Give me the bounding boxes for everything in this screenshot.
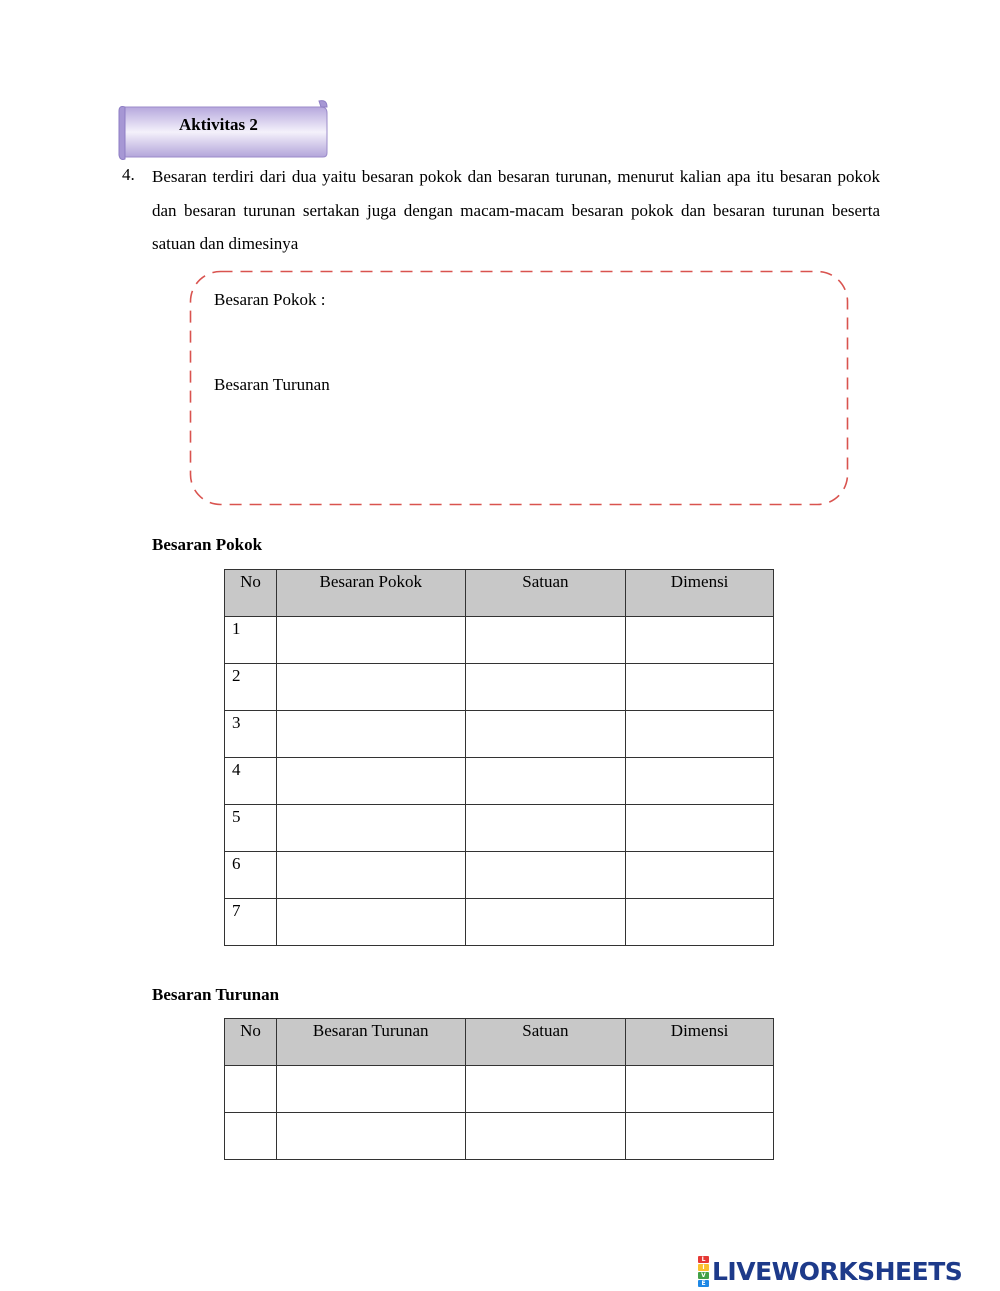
row-number: 4	[225, 758, 277, 805]
table-row	[225, 1066, 774, 1113]
table-row	[225, 805, 774, 852]
col-no: No	[225, 570, 277, 617]
cell-besaran[interactable]	[276, 711, 465, 758]
row-number: 3	[225, 711, 277, 758]
col-no: No	[225, 1019, 277, 1066]
row-number: 7	[225, 899, 277, 946]
col-satuan: Satuan	[465, 1019, 626, 1066]
cell-dimensi[interactable]	[626, 852, 774, 899]
question-text: Besaran terdiri dari dua yaitu besaran pokok dan besaran turunan, menurut kalian apa itu besaran pokok dan besaran turunan sertakan juga dengan macam-macam besaran pokok dan besaran turunan beserta satuan dan dimesinya	[152, 167, 880, 253]
logo-mark-icon	[698, 1256, 709, 1287]
cell-dimensi[interactable]	[626, 664, 774, 711]
logo-mark-l: L	[698, 1256, 709, 1263]
table-row	[225, 899, 774, 946]
heading-besaran-turunan: Besaran Turunan	[152, 985, 280, 1004]
row-number: 5	[225, 805, 277, 852]
logo-mark-e: E	[698, 1280, 709, 1287]
cell-satuan[interactable]	[465, 805, 626, 852]
cell-besaran[interactable]	[276, 805, 465, 852]
cell-dimensi[interactable]	[626, 899, 774, 946]
cell-dimensi[interactable]	[626, 617, 774, 664]
table-row	[225, 852, 774, 899]
answer-label-pokok: Besaran Pokok :	[214, 290, 326, 309]
table-header-row	[225, 570, 774, 617]
row-number: 1	[225, 617, 277, 664]
cell-satuan[interactable]	[465, 852, 626, 899]
cell-dimensi[interactable]	[626, 1066, 774, 1113]
row-number: 6	[225, 852, 277, 899]
table-row	[225, 711, 774, 758]
table-row	[225, 664, 774, 711]
col-besaran: Besaran Pokok	[276, 570, 465, 617]
table-row	[225, 617, 774, 664]
question-number: 4.	[122, 165, 135, 184]
table-row	[225, 758, 774, 805]
cell-besaran[interactable]	[276, 852, 465, 899]
cell-besaran[interactable]	[276, 899, 465, 946]
logo-mark-v: V	[698, 1272, 709, 1279]
row-number[interactable]	[225, 1066, 277, 1113]
cell-dimensi[interactable]	[626, 1113, 774, 1160]
logo-mark-i: I	[698, 1264, 709, 1271]
row-number: 2	[225, 664, 277, 711]
cell-besaran[interactable]	[276, 664, 465, 711]
answer-label-turunan: Besaran Turunan	[214, 375, 330, 394]
cell-satuan[interactable]	[465, 711, 626, 758]
cell-dimensi[interactable]	[626, 711, 774, 758]
activity-banner	[117, 99, 329, 163]
cell-satuan[interactable]	[465, 758, 626, 805]
cell-besaran[interactable]	[276, 758, 465, 805]
table-besaran-pokok	[224, 569, 774, 946]
cell-dimensi[interactable]	[626, 805, 774, 852]
col-besaran: Besaran Turunan	[276, 1019, 465, 1066]
row-number[interactable]	[225, 1113, 277, 1160]
logo-text: LIVEWORKSHEETS	[712, 1256, 963, 1286]
cell-satuan[interactable]	[465, 1113, 626, 1160]
cell-besaran[interactable]	[276, 1066, 465, 1113]
cell-dimensi[interactable]	[626, 758, 774, 805]
cell-besaran[interactable]	[276, 1113, 465, 1160]
cell-satuan[interactable]	[465, 1066, 626, 1113]
cell-satuan[interactable]	[465, 899, 626, 946]
table-row	[225, 1113, 774, 1160]
col-dimensi: Dimensi	[626, 570, 774, 617]
col-dimensi: Dimensi	[626, 1019, 774, 1066]
banner-title: Aktivitas 2	[179, 115, 258, 134]
cell-besaran[interactable]	[276, 617, 465, 664]
table-header-row	[225, 1019, 774, 1066]
col-satuan: Satuan	[465, 570, 626, 617]
cell-satuan[interactable]	[465, 617, 626, 664]
liveworksheets-logo	[698, 1257, 962, 1285]
heading-besaran-pokok: Besaran Pokok	[152, 535, 263, 554]
table-besaran-turunan	[224, 1018, 774, 1160]
cell-satuan[interactable]	[465, 664, 626, 711]
